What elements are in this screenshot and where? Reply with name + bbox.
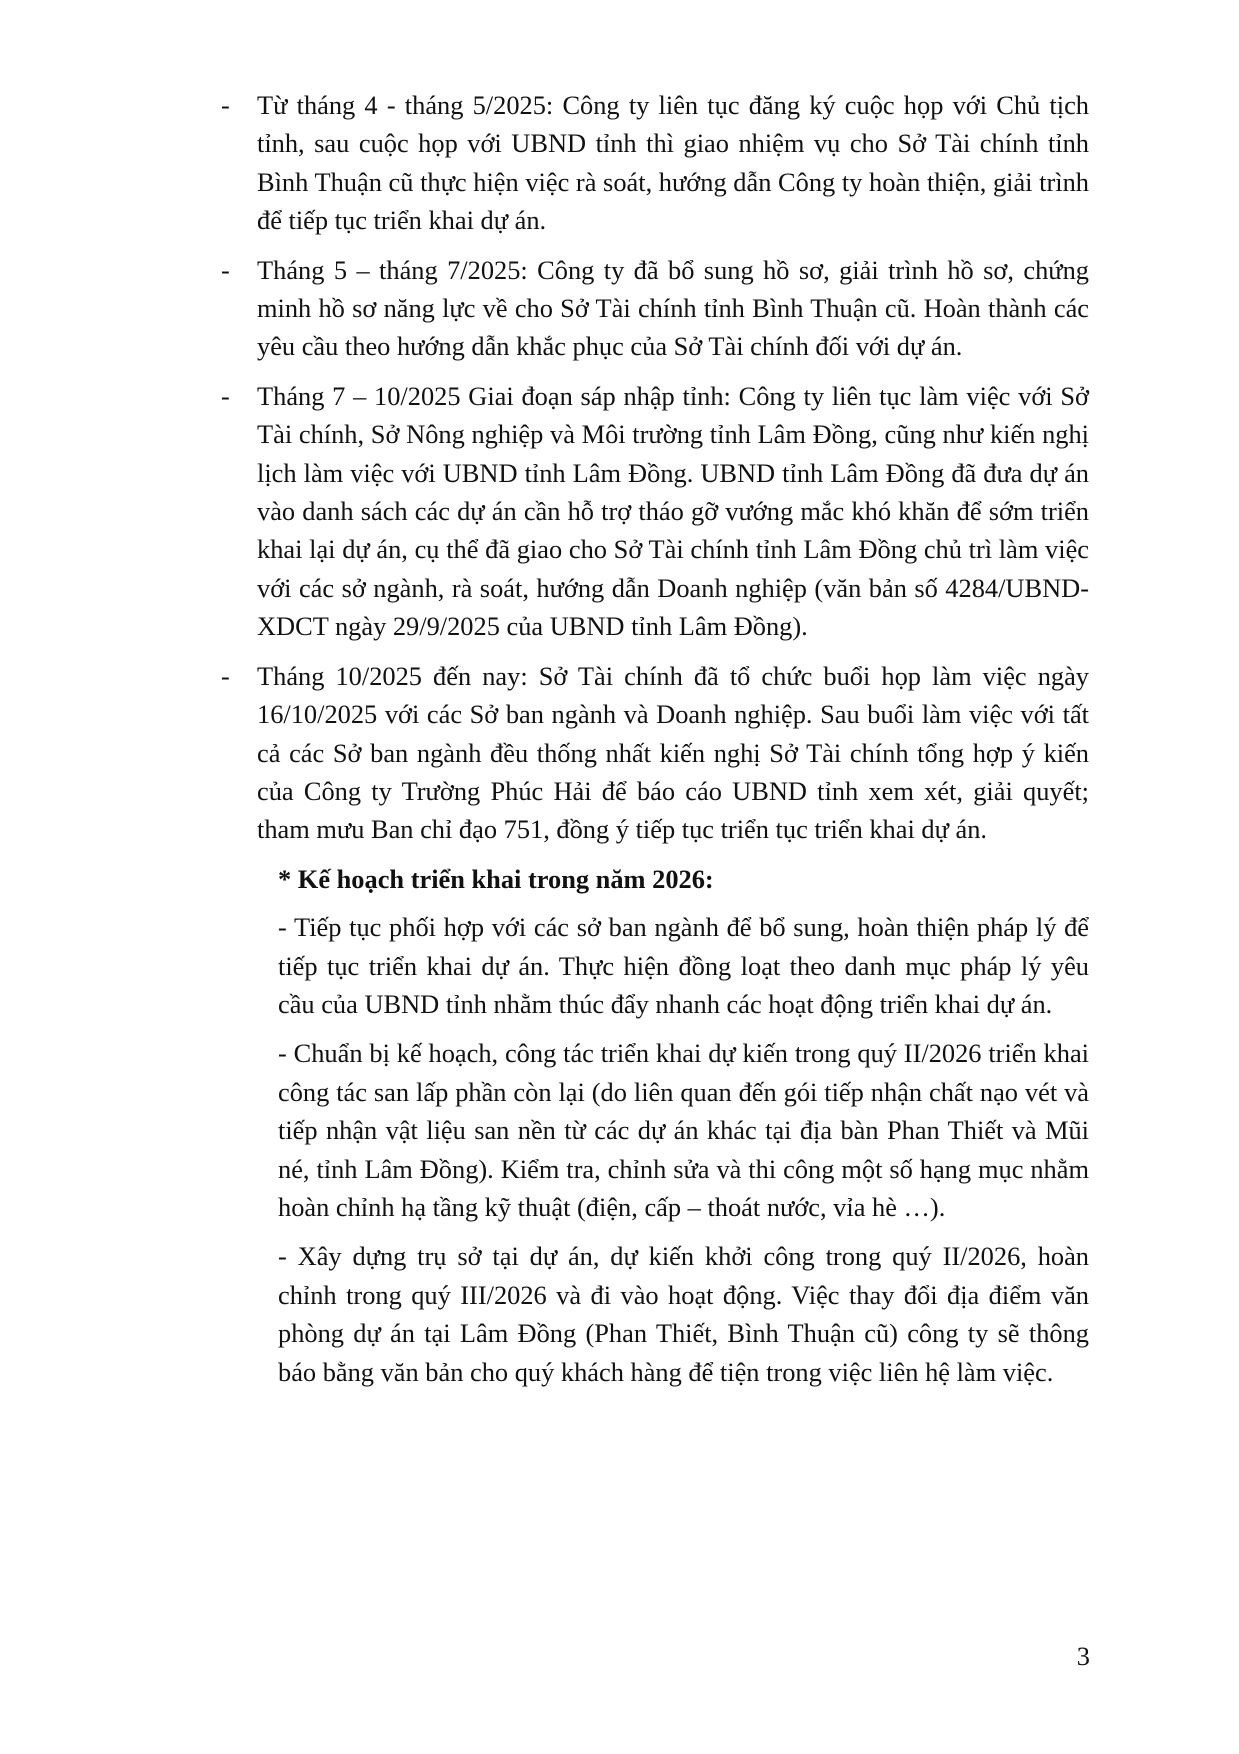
- timeline-item-may-jul: [221, 251, 1089, 366]
- plan-paragraph-leveling: - Chuẩn bị kế hoạch, công tác triển khai dự kiến trong quý II/2026 triển khai công tác san lấp phần còn lại (do liên quan đến gói tiếp nhận chất nạo vét và tiếp nhận vật liệu san nền từ các dự án khác tại địa bàn Phan Thiết và Mũi né, tỉnh Lâm Đồng). Kiểm tra, chỉnh sửa và thi công một số hạng mục nhằm hoàn chỉnh hạ tầng kỹ thuật (điện, cấp – thoát nước, vỉa hè …).: [278, 1038, 1089, 1222]
- timeline-item-text: Tháng 10/2025 đến nay: Sở Tài chính đã tổ chức buổi họp làm việc ngày 16/10/2025 với các Sở ban ngành và Doanh nghiệp. Sau buổi làm việc với tất cả các Sở ban ngành đều thống nhất kiến nghị Sở Tài chính tổng hợp ý kiến của Công ty Trường Phúc Hải để báo cáo UBND tỉnh xem xét, giải quyết; tham mưu Ban chỉ đạo 751, đồng ý tiếp tục triển tục triển khai dự án.: [257, 660, 1089, 845]
- plan-heading: * Kế hoạch triển khai trong năm 2026:: [278, 863, 714, 894]
- plan-2026-section: [278, 860, 1089, 1391]
- timeline-item-text: Từ tháng 4 - tháng 5/2025: Công ty liên tục đăng ký cuộc họp với Chủ tịch tỉnh, sau cuộc họp với UBND tỉnh thì giao nhiệm vụ cho Sở Tài chính tỉnh Bình Thuận cũ thực hiện việc rà soát, hướng dẫn Công ty hoàn thiện, giải trình để tiếp tục triển khai dự án.: [257, 90, 1089, 236]
- bullet-dash: -: [221, 380, 230, 411]
- timeline-item-text: Tháng 5 – tháng 7/2025: Công ty đã bổ sung hồ sơ, giải trình hồ sơ, chứng minh hồ sơ năng lực về cho Sở Tài chính tỉnh Bình Thuận cũ. Hoàn thành các yêu cầu theo hướng dẫn khắc phục của Sở Tài chính đối với dự án.: [257, 254, 1089, 362]
- bullet-dash: -: [221, 660, 230, 691]
- plan-paragraph-legal: - Tiếp tục phối hợp với các sở ban ngành để bổ sung, hoàn thiện pháp lý để tiếp tục triển khai dự án. Thực hiện đồng loạt theo danh mục pháp lý yêu cầu của UBND tỉnh nhằm thúc đẩy nhanh các hoạt động triển khai dự án.: [278, 912, 1089, 1019]
- bullet-dash: -: [221, 254, 230, 285]
- page-content: [221, 86, 1089, 1402]
- timeline-item-text: Tháng 7 – 10/2025 Giai đoạn sáp nhập tỉnh: Công ty liên tục làm việc với Sở Tài chính, Sở Nông nghiệp và Môi trường tỉnh Lâm Đồng, cũng như kiến nghị lịch làm việc với UBND tỉnh Lâm Đồng. UBND tỉnh Lâm Đồng đã đưa dự án vào danh sách các dự án cần hỗ trợ tháo gỡ vướng mắc khó khăn để sớm triển khai lại dự án, cụ thể đã giao cho Sở Tài chính tỉnh Lâm Đồng chủ trì làm việc với các sở ngành, rà soát, hướng dẫn Doanh nghiệp (văn bản số 4284/UBND-XDCT ngày 29/9/2025 của UBND tỉnh Lâm Đồng).: [257, 380, 1089, 642]
- page-number: 3: [1076, 1641, 1090, 1671]
- plan-paragraph-headquarters: - Xây dựng trụ sở tại dự án, dự kiến khởi công trong quý II/2026, hoàn chỉnh trong quý III/2026 và đi vào hoạt động. Việc thay đổi địa điểm văn phòng dự án tại Lâm Đồng (Phan Thiết, Bình Thuận cũ) công ty sẽ thông báo bằng văn bản cho quý khách hàng để tiện trong việc liên hệ làm việc.: [278, 1241, 1089, 1387]
- timeline-item-oct-now: [221, 657, 1089, 849]
- bullet-dash: -: [221, 90, 230, 120]
- timeline-item-jul-oct: [221, 377, 1089, 646]
- timeline-item-apr-may: [221, 86, 1089, 240]
